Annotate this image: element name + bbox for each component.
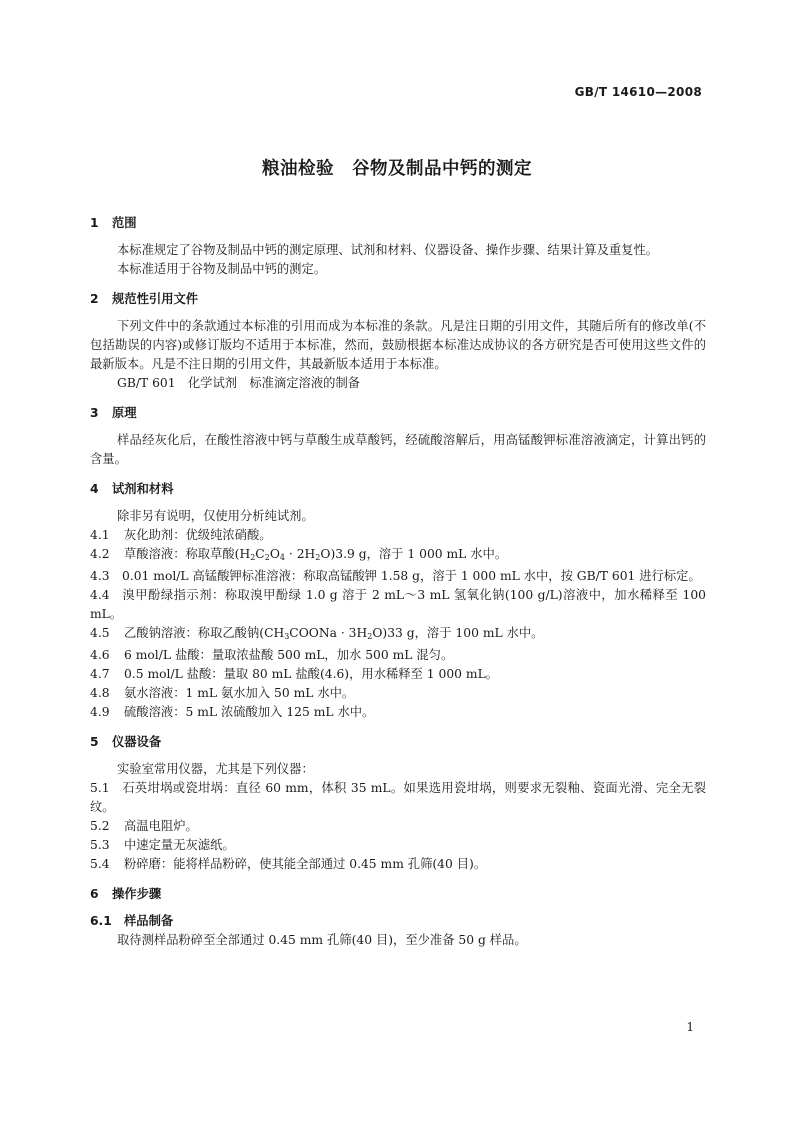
clause-number: 4.6 — [90, 648, 110, 662]
standard-number: GB/T 14610—2008 — [574, 85, 702, 99]
clause-text: 硫酸溶液：5 mL 浓硫酸加入 125 mL 水中。 — [124, 705, 375, 719]
clause-text: 溴甲酚绿指示剂：称取溴甲酚绿 1.0 g 溶于 2 mL～3 mL 氢氧化钠(100 g/L)溶液中，加水稀释至 100 mL。 — [90, 588, 706, 621]
section-number: 4 — [90, 482, 99, 496]
clause-item — [90, 855, 706, 874]
paragraph: 除非另有说明，仅使用分析纯试剂。 — [117, 509, 314, 523]
section-title: 原理 — [112, 406, 137, 420]
section-title: 试剂和材料 — [112, 482, 174, 496]
section-title: 操作步骤 — [112, 887, 162, 901]
section-heading-normative-references — [90, 290, 706, 309]
section-title: 仪器设备 — [112, 735, 162, 749]
paragraph: 取待测样品粉碎至全部通过 0.45 mm 孔筛(40 目)，至少准备 50 g 样品。 — [117, 933, 527, 947]
paragraph: 实验室常用仪器，尤其是下列仪器： — [117, 762, 314, 776]
section-heading-principle — [90, 404, 706, 423]
paragraph: 下列文件中的条款通过本标准的引用而成为本标准的条款。凡是注日期的引用文件，其随后所有的修改单(不包括勘误的内容)或修订版均不适用于本标准，然而，鼓励根据本标准达成协议的各方研究是否可使用这些文件的最新版本。凡是不注日期的引用文件，其最新版本适用于本标准。 — [90, 319, 706, 371]
section-heading-reagents — [90, 480, 706, 499]
clause-text: 0.5 mol/L 盐酸：量取 80 mL 盐酸(4.6)，用水稀释至 1 000 mL。 — [124, 667, 499, 681]
clause-text: 石英坩埚或瓷坩埚：直径 60 mm，体积 35 mL。如果选用瓷坩埚，则要求无裂釉、瓷面光滑、完全无裂纹。 — [90, 781, 706, 814]
clause-text: 中速定量无灰滤纸。 — [124, 838, 235, 852]
clause-item — [90, 836, 706, 855]
subsection-heading-sample-preparation — [90, 912, 706, 931]
clause-number: 4.3 — [90, 569, 110, 583]
paragraph: 本标准适用于谷物及制品中钙的测定。 — [117, 262, 327, 276]
section-heading-scope — [90, 214, 706, 233]
clause-item — [90, 624, 706, 646]
clause-text: 草酸溶液：称取草酸$(H_2C_2O_4 \cdot 2H_2O)3.9$ g，溶于 1 000 mL 水中。 — [124, 547, 508, 562]
clause-item — [90, 646, 706, 665]
subsection-title: 样品制备 — [124, 914, 174, 928]
clause-number: 4.1 — [90, 528, 110, 542]
page-title: 粮油检验 谷物及制品中钙的测定 — [262, 159, 532, 179]
section-heading-procedure — [90, 885, 706, 904]
clause-number: 4.8 — [90, 686, 110, 700]
section-number: 3 — [90, 406, 99, 420]
paragraph: 本标准规定了谷物及制品中钙的测定原理、试剂和材料、仪器设备、操作步骤、结果计算及重复性。 — [117, 243, 659, 257]
clause-item — [90, 545, 706, 567]
clause-text: 灰化助剂：优级纯浓硝酸。 — [124, 528, 272, 542]
section-number: 5 — [90, 735, 99, 749]
clause-item — [90, 817, 706, 836]
section-number: 1 — [90, 216, 99, 230]
clause-item — [90, 684, 706, 703]
clause-number: 4.5 — [90, 626, 110, 640]
clause-text: 高温电阻炉。 — [124, 819, 198, 833]
paragraph: 样品经灰化后，在酸性溶液中钙与草酸生成草酸钙，经硫酸溶解后，用高锰酸钾标准溶液滴定，计算出钙的含量。 — [90, 433, 706, 466]
clause-text: 6 mol/L 盐酸：量取浓盐酸 500 mL，加水 500 mL 混匀。 — [124, 648, 454, 662]
clause-item — [90, 567, 706, 586]
clause-text: 0.01 mol/L 高锰酸钾标准溶液：称取高锰酸钾 1.58 g，溶于 1 000 mL 水中，按 GB/T 601 进行标定。 — [122, 569, 701, 583]
clause-item — [90, 526, 706, 545]
section-number: 6 — [90, 887, 99, 901]
clause-text: 氨水溶液：1 mL 氨水加入 50 mL 水中。 — [124, 686, 355, 700]
section-title: 范围 — [112, 216, 137, 230]
reference-entry: GB/T 601 化学试剂 标准滴定溶液的制备 — [117, 376, 361, 390]
clause-number: 4.2 — [90, 547, 110, 561]
clause-text: 乙酸钠溶液：称取乙酸钠$(CH_3COONa \cdot 3H_2O)33$ g，溶于 100 mL 水中。 — [124, 626, 544, 641]
clause-item — [90, 703, 706, 722]
clause-number: 5.4 — [90, 857, 110, 871]
clause-item — [90, 586, 706, 624]
section-title: 规范性引用文件 — [112, 292, 199, 306]
section-number: 2 — [90, 292, 99, 306]
clause-number: 5.2 — [90, 819, 110, 833]
clause-number: 5.3 — [90, 838, 110, 852]
clause-number: 4.7 — [90, 667, 110, 681]
clause-number: 4.9 — [90, 705, 110, 719]
document-body — [90, 214, 706, 950]
clause-text: 粉碎磨：能将样品粉碎，使其能全部通过 0.45 mm 孔筛(40 目)。 — [124, 857, 487, 871]
clause-number: 5.1 — [90, 781, 110, 795]
clause-number: 4.4 — [90, 588, 110, 602]
clause-item — [90, 665, 706, 684]
subsection-number: 6.1 — [90, 914, 112, 928]
clause-item — [90, 779, 706, 817]
section-heading-apparatus — [90, 733, 706, 752]
page-number: 1 — [686, 1020, 694, 1034]
